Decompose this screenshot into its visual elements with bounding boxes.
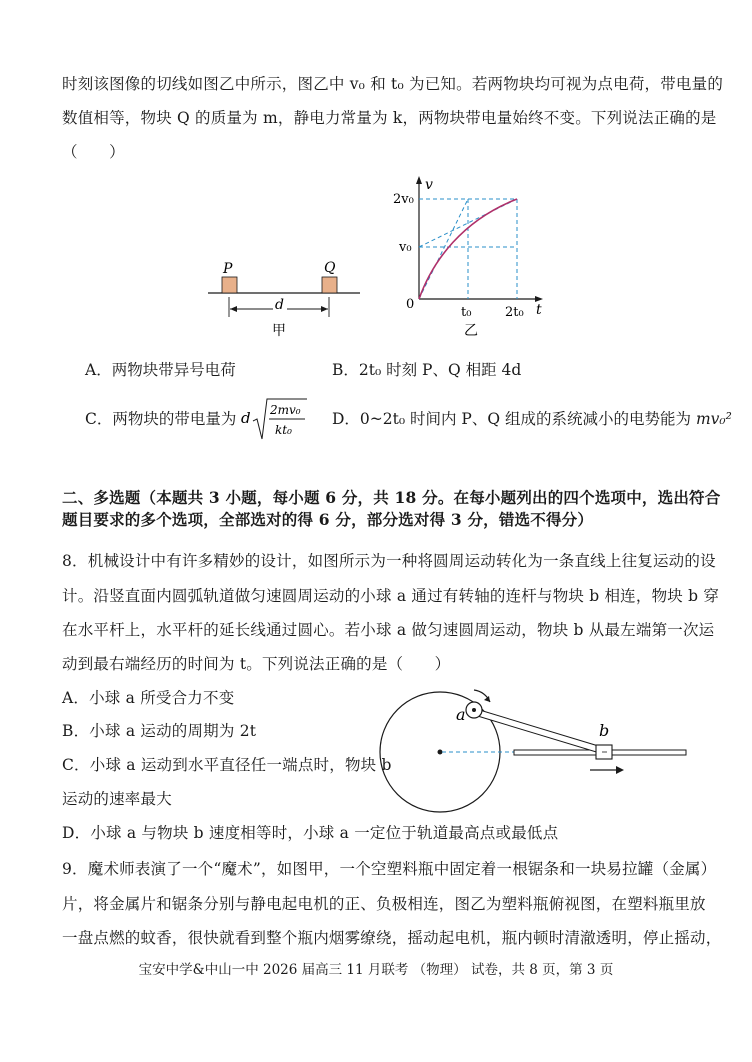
q9-stem-line2: 片，将金属片和锯条分别与静电起电机的正、负极相连，图乙为塑料瓶俯视图，在塑料瓶里放 [62, 895, 706, 913]
label-d: d [275, 297, 284, 313]
q8-option-a: A．小球 a 所受合力不变 [62, 689, 235, 707]
q7-stem-line2: 数值相等，物块 Q 的质量为 m，静电力常量为 k，两物块带电量始终不变。下列说法正确的是 [62, 109, 717, 127]
axis-v-label: v [425, 177, 433, 193]
q9-stem-line1: 9．魔术师表演了一个“魔术”，如图甲，一个空塑料瓶中固定着一根锯条和一块易拉罐（金属） [62, 860, 717, 878]
tangent-at-origin [419, 199, 468, 299]
label-q: Q [324, 260, 336, 276]
q7-stem-line1: 时刻该图像的切线如图乙中所示，图乙中 v₀ 和 t₀ 为已知。若两物块均可视为点电荷，带电量的 [62, 75, 724, 93]
caption-jia: 甲 [272, 323, 286, 339]
q7-option-c-prefix: C．两物块的带电量为 [85, 410, 237, 428]
origin-label: 0 [406, 297, 415, 312]
label-p: P [223, 261, 233, 277]
section2-line1: 二、多选题（本题共 3 小题，每小题 6 分，共 18 分。在每小题列出的四个选项中，选出符合 [62, 488, 721, 507]
q8-option-c-line1: C．小球 a 运动到水平直径任一端点时，物块 b [62, 756, 392, 774]
formula-numerator: 2mv₀ [270, 403, 301, 417]
figure-q8-mechanism [378, 688, 698, 814]
caption-yi: 乙 [464, 323, 478, 339]
q8-stem-line1: 8．机械设计中有许多精妙的设计，如图所示为一种将圆周运动转化为一条直线上往复运动的设 [62, 552, 716, 570]
q8-option-d: D．小球 a 与物块 b 速度相等时，小球 a 一定位于轨道最高点或最低点 [62, 824, 559, 842]
figure-jia [200, 255, 370, 345]
label-b: b [599, 721, 610, 740]
q7-option-c [85, 407, 236, 429]
tick-2t0: 2t₀ [505, 305, 524, 320]
q8-stem-line4: 动到最右端经历的时间为 t。下列说法正确的是（ ） [62, 655, 451, 673]
q8-option-b: B．小球 a 运动的周期为 2t [62, 722, 257, 740]
q7-answer-blank: （ ） [62, 143, 125, 161]
circle-center [438, 750, 443, 755]
label-a: a [456, 705, 466, 724]
tick-2v0: 2v₀ [393, 192, 414, 207]
block-q [322, 277, 337, 293]
q8-stem-line3: 在水平杆上，水平杆的延长线通过圆心。若小球 a 做匀速圆周运动，物块 b 从最左端第一次运 [62, 621, 715, 639]
q7-option-a: A．两物块带异号电荷 [85, 361, 236, 379]
q9-stem-line3: 一盘点燃的蚊香，很快就看到整个瓶内烟雾缭绕，摇动起电机，瓶内顿时清澈透明，停止摇动， [62, 929, 722, 947]
section2-line2: 题目要求的多个选项，全部选对的得 6 分，部分选对得 3 分，错选不得分） [62, 510, 594, 529]
tick-v0: v₀ [399, 240, 412, 255]
axis-t-label: t [536, 302, 542, 318]
q7-option-d-expr: mv₀² [695, 410, 732, 428]
q8-option-c-line2: 运动的速率最大 [62, 790, 172, 808]
connecting-rod [471, 708, 605, 754]
q7-option-b: B．2t₀ 时刻 P、Q 相距 4d [332, 361, 522, 379]
figure-yi [388, 170, 558, 340]
q7-option-c-formula [241, 395, 311, 443]
q7-option-d-prefix: D．0~2t₀ 时间内 P、Q 组成的系统减小的电势能为 [332, 410, 696, 428]
tick-t0: t₀ [461, 305, 472, 320]
formula-denominator: kt₀ [275, 423, 292, 437]
formula-d: d [241, 409, 251, 427]
block-p [222, 277, 237, 293]
q7-option-d [332, 407, 732, 429]
q8-stem-line2: 计。沿竖直面内圆弧轨道做匀速圆周运动的小球 a 通过有转轴的连杆与物块 b 相连，物块 b 穿 [62, 587, 720, 605]
page-footer: 宝安中学&中山一中 2026 届高三 11 月联考 （物理） 试卷，共 8 页，第 3 页 [138, 962, 614, 978]
